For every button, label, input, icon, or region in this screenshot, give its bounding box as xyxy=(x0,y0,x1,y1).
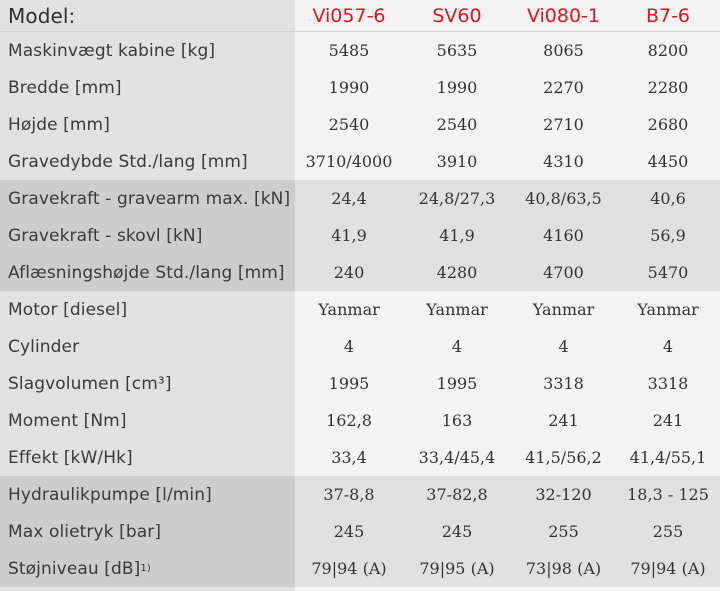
label-column xyxy=(0,0,295,591)
model-name: Vi080-1 xyxy=(526,4,601,27)
value-cell: 3710/4000 xyxy=(305,152,393,171)
value-cell: 79|94 (A) xyxy=(311,559,387,578)
value-cell: 1995 xyxy=(328,374,370,393)
table-row xyxy=(295,328,720,365)
value-cell: 241 xyxy=(548,411,579,430)
model-name: B7-6 xyxy=(645,4,691,27)
value-cell: 37-82,8 xyxy=(426,485,488,504)
table-row xyxy=(295,365,720,402)
value-cell: 4700 xyxy=(543,263,584,282)
footnote-marker: 1) xyxy=(140,563,151,574)
value-cell: 163 xyxy=(441,411,473,430)
value-column xyxy=(295,0,720,591)
row-label: Hydraulikpumpe [l/min] xyxy=(0,476,295,513)
row-label: Bredde [mm] xyxy=(8,77,122,98)
table-row xyxy=(295,254,720,291)
value-cell: 245 xyxy=(333,522,365,541)
value-cell: 32-120 xyxy=(535,485,592,504)
value-cell: 3318 xyxy=(543,374,584,393)
value-cell: Yanmar xyxy=(637,300,699,319)
value-cell: 24,4 xyxy=(331,189,367,208)
row-label: Maskinvægt kabine [kg] xyxy=(8,40,216,61)
value-cell: 8065 xyxy=(543,41,584,60)
value-cell: 33,4 xyxy=(331,448,367,467)
model-name: Vi057-6 xyxy=(312,4,386,27)
table-row xyxy=(295,439,720,476)
table-row xyxy=(295,550,720,587)
value-cell: 40,6 xyxy=(650,189,686,208)
row-label: Cylinder xyxy=(8,336,80,357)
table-row xyxy=(295,143,720,180)
value-cell: 241 xyxy=(652,411,684,430)
value-cell: 2680 xyxy=(647,115,689,134)
row-label-text: Støjniveau [dB] xyxy=(8,558,141,579)
value-cell: 79|94 (A) xyxy=(630,559,706,578)
row-label: Motor [diesel] xyxy=(8,299,128,320)
table-row xyxy=(295,402,720,439)
value-cell: 5470 xyxy=(647,263,689,282)
row-label: Aflæsningshøjde Std./lang [mm] xyxy=(0,254,295,291)
row-label: Slagvolumen [cm³] xyxy=(8,373,172,394)
value-cell: 41,5/56,2 xyxy=(525,448,602,467)
value-cell: 240 xyxy=(333,263,365,282)
value-cell: 2540 xyxy=(328,115,370,134)
value-cell: 3318 xyxy=(647,374,689,393)
row-label: Højde [mm] xyxy=(8,114,110,135)
value-cell: 79|95 (A) xyxy=(419,559,495,578)
table-row xyxy=(295,69,720,106)
row-label: Effekt [kW/Hk] xyxy=(8,447,133,468)
header-label: Model: xyxy=(0,0,295,32)
value-cell: 4 xyxy=(558,337,569,356)
value-cell: 4450 xyxy=(647,152,689,171)
value-cell: 41,9 xyxy=(331,226,367,245)
value-cell: 2540 xyxy=(436,115,478,134)
value-cell: 4 xyxy=(343,337,355,356)
value-cell: Yanmar xyxy=(318,300,380,319)
value-cell: 162,8 xyxy=(326,411,372,430)
table-row xyxy=(295,217,720,254)
table-row xyxy=(295,476,720,513)
row-label: Moment [Nm] xyxy=(8,410,127,431)
value-cell: 24,8/27,3 xyxy=(418,189,496,208)
value-cell: 255 xyxy=(652,522,684,541)
row-label: Gravekraft - gravearm max. [kN] xyxy=(0,180,295,217)
value-cell: 41,4/55,1 xyxy=(629,448,707,467)
table-row xyxy=(295,106,720,143)
value-cell: 41,9 xyxy=(439,226,475,245)
value-cell: 73|98 (A) xyxy=(525,559,602,578)
header-models xyxy=(295,0,720,32)
value-cell: 245 xyxy=(441,522,473,541)
table-row xyxy=(295,291,720,328)
value-cell: 2280 xyxy=(647,78,689,97)
value-cell: 4280 xyxy=(436,263,478,282)
value-cell: Yanmar xyxy=(426,300,488,319)
table-row xyxy=(295,32,720,69)
row-label-with-footnote xyxy=(0,550,295,587)
value-cell: 3910 xyxy=(436,152,478,171)
value-cell: 4160 xyxy=(543,226,584,245)
table-row xyxy=(295,180,720,217)
value-cell: 5635 xyxy=(436,41,478,60)
value-cell: 18,3 - 125 xyxy=(627,485,709,504)
value-cell: Yanmar xyxy=(532,300,595,319)
value-cell: 4 xyxy=(451,337,463,356)
value-cell: 4310 xyxy=(543,152,584,171)
value-cell: 2270 xyxy=(543,78,584,97)
value-cell: 1990 xyxy=(436,78,478,97)
row-label: Gravekraft - skovl [kN] xyxy=(0,217,295,254)
value-cell: 8200 xyxy=(647,41,689,60)
value-cell: 40,8/63,5 xyxy=(525,189,602,208)
value-cell: 1990 xyxy=(328,78,370,97)
value-cell: 4 xyxy=(662,337,674,356)
table-row xyxy=(295,513,720,550)
value-cell: 5485 xyxy=(328,41,370,60)
value-cell: 37-8,8 xyxy=(323,485,375,504)
value-cell: 33,4/45,4 xyxy=(418,448,496,467)
row-label: Gravedybde Std./lang [mm] xyxy=(8,151,248,172)
value-cell: 2710 xyxy=(543,115,584,134)
value-cell: 56,9 xyxy=(650,226,686,245)
value-cell: 1995 xyxy=(436,374,478,393)
value-cell: 255 xyxy=(548,522,579,541)
row-label: Max olietryk [bar] xyxy=(0,513,295,550)
model-name: SV60 xyxy=(432,4,482,27)
